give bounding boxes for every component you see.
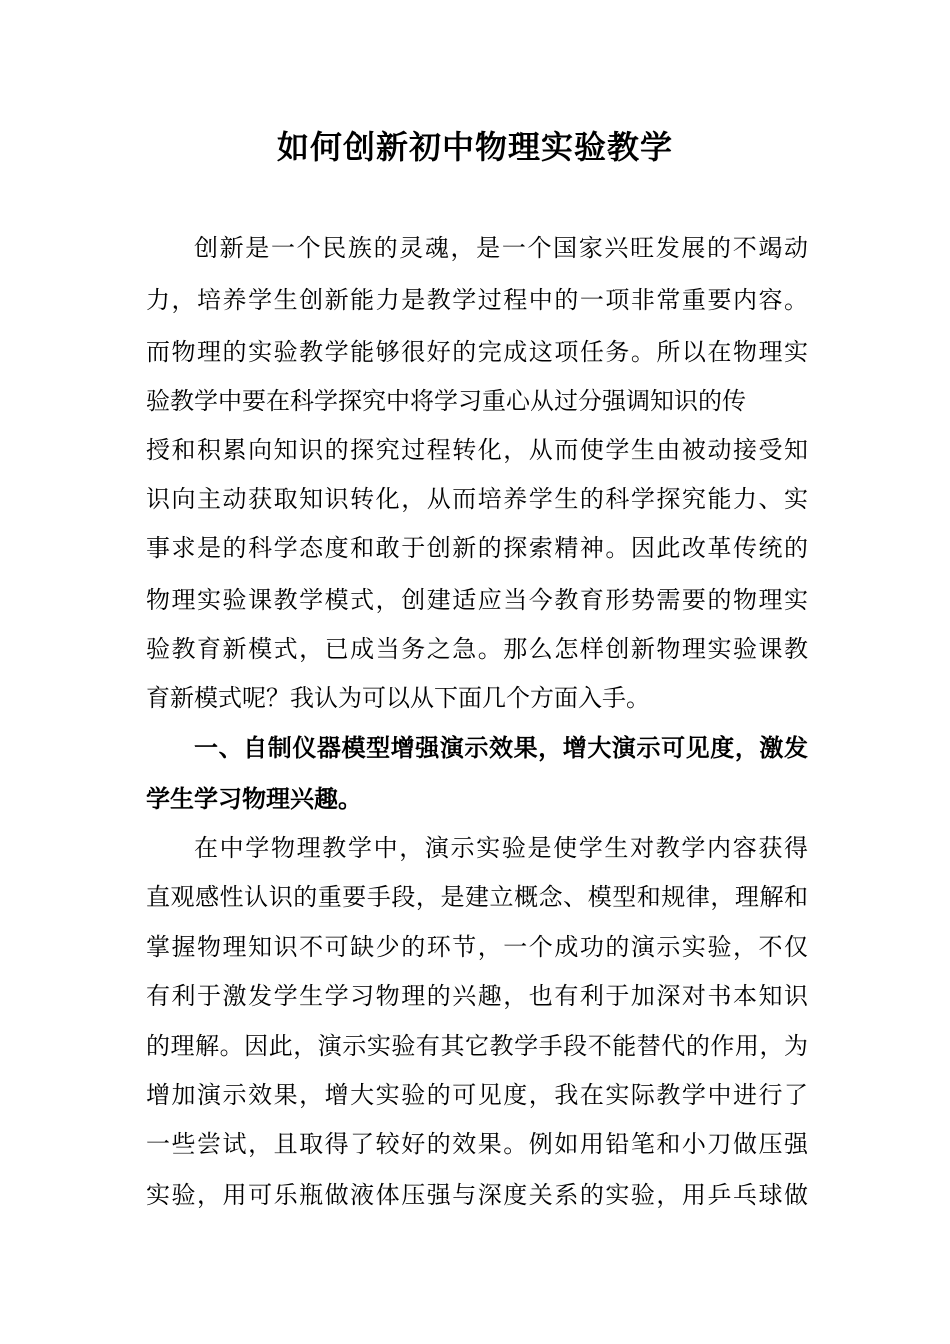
paragraph-2-line: 增加演示效果，增大实验的可见度，我在实际教学中进行了: [146, 1081, 808, 1109]
paragraph-1-line: 事求是的科学态度和敢于创新的探索精神。因此改革传统的: [146, 534, 808, 562]
paragraph-1-line: 验教育新模式，已成当务之急。那么怎样创新物理实验课教: [146, 635, 808, 663]
paragraph-1-line: 创新是一个民族的灵魂，是一个国家兴旺发展的不竭动: [194, 234, 808, 262]
document-title: 如何创新初中物理实验教学: [276, 128, 673, 166]
paragraph-1-line: 而物理的实验教学能够很好的完成这项任务。所以在物理实: [146, 338, 808, 366]
section-heading-line: 学生学习物理兴趣。: [146, 785, 362, 813]
paragraph-1-line: 验教学中要在科学探究中将学习重心从过分强调知识的传: [146, 387, 746, 415]
paragraph-2-line: 在中学物理教学中，演示实验是使学生对教学内容获得: [194, 834, 808, 862]
paragraph-2-line: 有利于激发学生学习物理的兴趣，也有利于加深对书本知识: [146, 982, 808, 1010]
paragraph-1-line: 授和积累向知识的探究过程转化，从而使学生由被动接受知: [146, 436, 808, 464]
paragraph-2-line: 实验，用可乐瓶做液体压强与深度关系的实验，用乒乓球做: [146, 1181, 808, 1209]
paragraph-2-line: 掌握物理知识不可缺少的环节，一个成功的演示实验，不仅: [146, 933, 808, 961]
paragraph-2-line: 的理解。因此，演示实验有其它教学手段不能替代的作用，为: [146, 1032, 808, 1060]
paragraph-1-line: 力，培养学生创新能力是教学过程中的一项非常重要内容。: [146, 286, 808, 314]
paragraph-1-line: 育新模式呢？我认为可以从下面几个方面入手。: [146, 684, 650, 712]
paragraph-2-line: 一些尝试，且取得了较好的效果。例如用铅笔和小刀做压强: [146, 1130, 808, 1158]
section-heading-line: 一、自制仪器模型增强演示效果，增大演示可见度，激发: [194, 734, 808, 762]
paragraph-1-line: 物理实验课教学模式，创建适应当今教育形势需要的物理实: [146, 586, 808, 614]
paragraph-2-line: 直观感性认识的重要手段，是建立概念、模型和规律，理解和: [146, 883, 808, 911]
paragraph-1-line: 识向主动获取知识转化，从而培养学生的科学探究能力、实: [146, 485, 808, 513]
